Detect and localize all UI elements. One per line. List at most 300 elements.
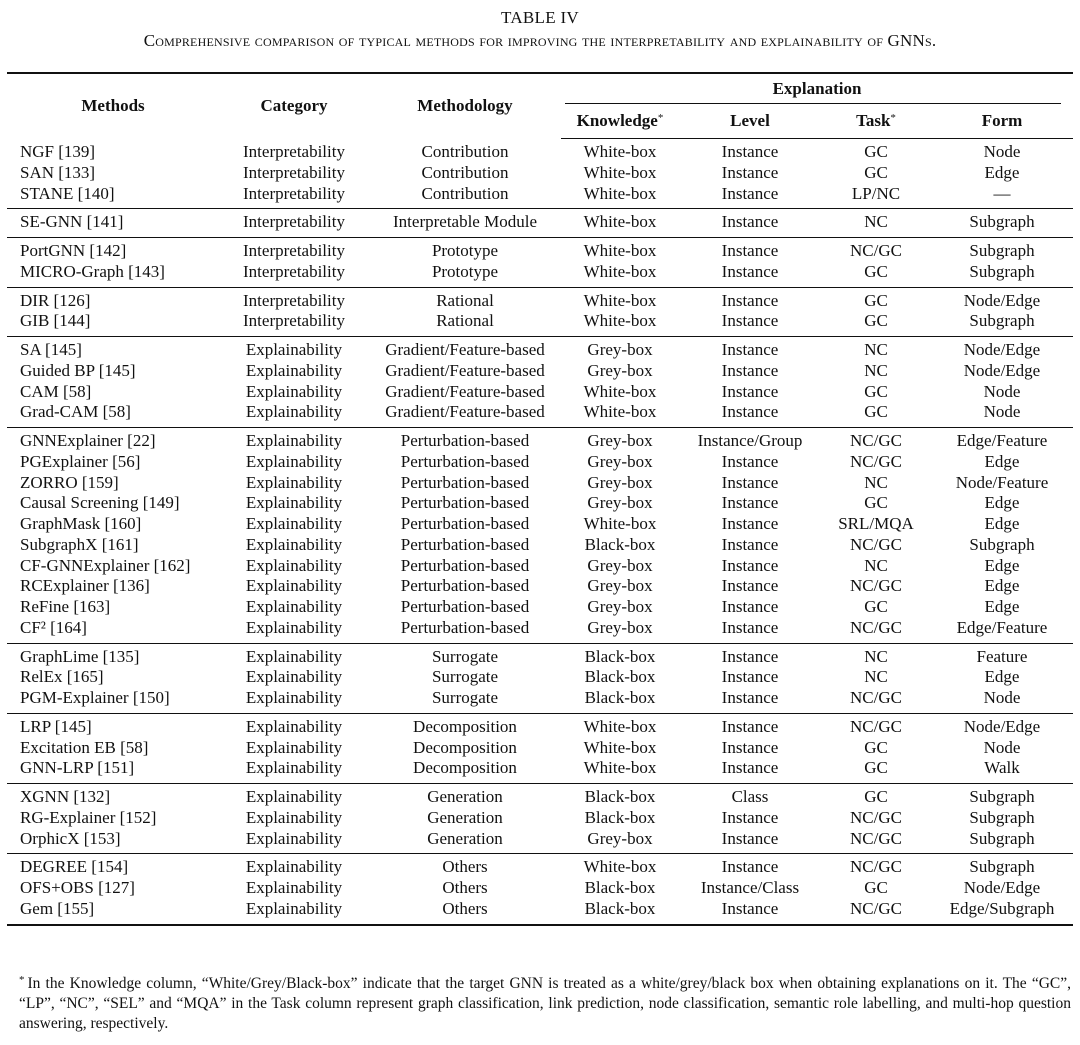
cell-task: NC <box>864 340 888 359</box>
cell-task: GC <box>864 261 888 281</box>
cell-knowledge: White-box <box>583 758 657 778</box>
cell-task: NC <box>864 646 888 666</box>
cell-form: Subgraph <box>969 311 1035 331</box>
cell-form: Subgraph <box>969 807 1035 827</box>
cell-task: GC <box>864 402 888 422</box>
table-row <box>7 262 1073 287</box>
cell-methodology: Perturbation-based <box>400 431 530 450</box>
table-row <box>7 337 1073 361</box>
cell-methodology: Contribution <box>421 183 509 203</box>
table-row <box>7 713 1073 737</box>
cell-task: GC <box>864 787 888 806</box>
cell-method: NGF [139] <box>20 141 96 161</box>
header-category: Category <box>219 73 369 139</box>
cell-form: Subgraph <box>969 787 1035 806</box>
cell-method: OrphicX [153] <box>20 828 121 848</box>
cell-knowledge: Grey-box <box>587 576 653 596</box>
table-footnote <box>19 974 1071 1034</box>
cell-form: Edge/Feature <box>956 431 1048 450</box>
cell-methodology: Perturbation-based <box>400 514 530 533</box>
cell-knowledge: White-box <box>583 737 657 757</box>
cell-method: SAN [133] <box>20 162 96 182</box>
cell-knowledge: White-box <box>583 514 657 533</box>
cell-form: Subgraph <box>969 212 1035 232</box>
cell-method: DIR [126] <box>20 290 91 310</box>
cell-knowledge: White-box <box>583 290 657 310</box>
cell-knowledge: Black-box <box>584 688 656 707</box>
cell-method: Grad-CAM [58] <box>20 402 131 422</box>
cell-knowledge: White-box <box>583 311 657 331</box>
comparison-table <box>7 72 1073 926</box>
cell-level: Instance <box>721 183 779 203</box>
cell-form: Node/Edge <box>963 290 1041 310</box>
cell-category: Interpretability <box>243 141 345 161</box>
cell-form: Node <box>983 142 1021 161</box>
cell-level: Instance <box>721 898 779 918</box>
table-row <box>7 688 1073 713</box>
cell-methodology: Perturbation-based <box>400 576 530 596</box>
cell-task: NC/GC <box>850 576 902 596</box>
table-row <box>7 758 1073 783</box>
cell-level: Instance/Group <box>697 431 803 450</box>
cell-method: PGM-Explainer [150] <box>20 688 170 707</box>
cell-method: RelEx [165] <box>20 667 104 687</box>
cell-method: ZORRO [159] <box>20 472 119 492</box>
cell-method: OFS+OBS [127] <box>20 878 135 897</box>
cell-task: GC <box>864 290 888 310</box>
cell-methodology: Prototype <box>431 241 499 260</box>
cell-task: NC/GC <box>850 688 902 707</box>
cell-task: GC <box>864 737 888 757</box>
cell-methodology: Perturbation-based <box>400 617 530 637</box>
cell-knowledge: Black-box <box>584 787 656 806</box>
cell-form: Edge/Subgraph <box>949 898 1055 918</box>
cell-level: Instance <box>721 381 779 401</box>
cell-category: Explainability <box>245 360 343 380</box>
table-row <box>7 618 1073 643</box>
row-group <box>7 238 1073 288</box>
cell-method: Gem [155] <box>20 898 95 918</box>
header-task <box>821 104 931 139</box>
cell-form: Edge <box>984 576 1020 596</box>
table-label: TABLE IV <box>501 8 579 27</box>
cell-category: Explainability <box>245 787 343 806</box>
row-group <box>7 209 1073 238</box>
cell-task: NC <box>864 555 888 575</box>
cell-method: GraphMask [160] <box>20 514 142 533</box>
cell-level: Instance <box>721 576 779 596</box>
cell-knowledge: Grey-box <box>587 472 653 492</box>
cell-knowledge: Grey-box <box>587 431 653 450</box>
cell-form: Edge <box>984 514 1020 533</box>
table-row <box>7 556 1073 577</box>
table-row <box>7 402 1073 427</box>
cell-form: Edge <box>984 555 1020 575</box>
cell-form: Feature <box>976 646 1028 666</box>
table-row <box>7 238 1073 262</box>
cell-method: RCExplainer [136] <box>20 576 150 596</box>
table-row <box>7 535 1073 556</box>
cell-form: Node/Edge <box>963 878 1041 897</box>
header-knowledge <box>561 104 679 139</box>
cell-task: NC/GC <box>850 241 902 260</box>
cell-knowledge: Black-box <box>584 667 656 687</box>
cell-level: Instance <box>721 472 779 492</box>
cell-form: Subgraph <box>969 241 1035 260</box>
cell-task: NC/GC <box>850 807 902 827</box>
cell-task: NC <box>864 472 888 492</box>
cell-knowledge: Grey-box <box>587 340 653 359</box>
cell-task: NC <box>864 360 888 380</box>
cell-level: Instance <box>721 555 779 575</box>
cell-level: Instance <box>721 261 779 281</box>
cell-category: Interpretability <box>243 261 345 281</box>
row-group <box>7 337 1073 428</box>
cell-category: Explainability <box>245 451 343 471</box>
table-row <box>7 139 1073 163</box>
cell-methodology: Surrogate <box>431 688 499 707</box>
cell-task: NC <box>864 667 888 687</box>
cell-knowledge: Black-box <box>584 878 656 897</box>
row-group <box>7 428 1073 644</box>
cell-level: Instance <box>721 493 779 513</box>
cell-level: Instance <box>721 402 779 422</box>
cell-category: Interpretability <box>243 183 345 203</box>
cell-level: Instance <box>721 534 779 554</box>
cell-level: Instance <box>721 451 779 471</box>
cell-method: Causal Screening [149] <box>20 493 180 513</box>
cell-methodology: Generation <box>427 787 503 806</box>
header-methods: Methods <box>7 73 219 139</box>
cell-knowledge: Grey-box <box>587 451 653 471</box>
cell-category: Explainability <box>245 514 343 533</box>
cell-form: Edge <box>984 162 1020 182</box>
cell-methodology: Surrogate <box>431 646 499 666</box>
cell-knowledge: Grey-box <box>587 360 653 380</box>
header-knowledge-note-mark: * <box>657 112 664 124</box>
cell-level: Instance <box>721 241 779 260</box>
cell-level: Instance <box>721 828 779 848</box>
cell-form: Edge <box>984 451 1020 471</box>
table-row <box>7 209 1073 238</box>
cell-form: Node <box>983 737 1021 757</box>
cell-knowledge: Grey-box <box>587 597 653 616</box>
cell-category: Interpretability <box>243 241 345 260</box>
cell-methodology: Contribution <box>421 162 509 182</box>
cell-form: Subgraph <box>969 828 1035 848</box>
row-group <box>7 287 1073 337</box>
cell-form: Edge <box>984 597 1020 616</box>
table-row <box>7 878 1073 899</box>
cell-level: Instance <box>721 340 779 359</box>
cell-task: GC <box>864 381 888 401</box>
cell-knowledge: Grey-box <box>587 617 653 637</box>
table-row <box>7 784 1073 808</box>
cell-level: Instance <box>721 688 779 707</box>
cell-form: Node/Edge <box>963 716 1041 736</box>
cell-category: Explainability <box>245 667 343 687</box>
cell-knowledge: White-box <box>583 162 657 182</box>
cell-method: CF² [164] <box>20 617 87 637</box>
header-methodology: Methodology <box>369 73 561 139</box>
cell-form: Node/Feature <box>955 472 1049 492</box>
cell-methodology: Gradient/Feature-based <box>385 360 545 380</box>
cell-form: Node <box>983 688 1021 707</box>
cell-level: Instance <box>721 646 779 666</box>
cell-methodology: Decomposition <box>413 716 517 736</box>
cell-knowledge: Black-box <box>584 534 656 554</box>
cell-method: RG-Explainer [152] <box>20 807 157 827</box>
cell-task: NC/GC <box>850 857 902 877</box>
cell-method: LRP [145] <box>20 716 92 736</box>
cell-form: Walk <box>984 758 1020 778</box>
cell-level: Instance <box>721 737 779 757</box>
row-group <box>7 784 1073 854</box>
cell-category: Interpretability <box>243 311 345 331</box>
cell-category: Explainability <box>245 857 343 877</box>
cell-knowledge: White-box <box>583 381 657 401</box>
table-row <box>7 493 1073 514</box>
cell-category: Explainability <box>245 646 343 666</box>
cell-methodology: Generation <box>427 807 503 827</box>
cell-level: Instance <box>721 360 779 380</box>
cell-methodology: Others <box>442 857 488 877</box>
cell-method: DEGREE [154] <box>20 857 129 877</box>
header-explanation-label: Explanation <box>772 79 862 98</box>
cell-level: Instance <box>721 514 779 533</box>
cell-task: NC/GC <box>850 451 902 471</box>
cell-method: CF-GNNExplainer [162] <box>20 555 191 575</box>
cell-task: GC <box>864 142 888 161</box>
cell-level: Instance <box>721 290 779 310</box>
cell-task: GC <box>864 162 888 182</box>
cell-category: Explainability <box>245 576 343 596</box>
cell-form: Subgraph <box>969 261 1035 281</box>
cell-methodology: Decomposition <box>413 758 517 778</box>
cell-knowledge: Grey-box <box>587 555 653 575</box>
cell-level: Instance/Class <box>700 878 800 897</box>
cell-knowledge: Black-box <box>584 807 656 827</box>
cell-category: Explainability <box>245 472 343 492</box>
cell-category: Explainability <box>245 898 343 918</box>
cell-category: Explainability <box>245 878 343 897</box>
table-row <box>7 829 1073 854</box>
cell-category: Interpretability <box>243 212 345 232</box>
cell-level: Instance <box>721 716 779 736</box>
cell-method: Excitation EB [58] <box>20 737 149 757</box>
cell-methodology: Others <box>442 878 488 897</box>
cell-method: PortGNN [142] <box>20 241 127 260</box>
cell-form: — <box>993 183 1011 203</box>
header-task-label: Task <box>856 111 891 130</box>
cell-level: Instance <box>721 142 779 161</box>
cell-methodology: Perturbation-based <box>400 451 530 471</box>
cell-methodology: Others <box>442 898 488 918</box>
cell-methodology: Perturbation-based <box>400 597 530 616</box>
cell-method: GraphLime [135] <box>20 646 140 666</box>
cell-form: Node/Edge <box>963 340 1041 359</box>
header-form: Form <box>931 104 1073 139</box>
table-row <box>7 514 1073 535</box>
cell-knowledge: Grey-box <box>587 493 653 513</box>
table-row <box>7 452 1073 473</box>
cell-method: PGExplainer [56] <box>20 451 141 471</box>
footnote-text: In the Knowledge column, “White/Grey/Black-box” indicate that the target GNN is treated as a white/grey/black box when obtaining explanations on it. The “GC”, “LP”, “NC”, “SEL” and “MQA” in the Task column represent graph classification, link prediction, node classification, semantic role labelling, and multi-hop question answering, respectively. <box>19 975 1071 1032</box>
cell-level: Instance <box>721 617 779 637</box>
cell-methodology: Perturbation-based <box>400 472 530 492</box>
row-group <box>7 854 1073 925</box>
cell-method: GIB [144] <box>20 311 91 331</box>
cell-methodology: Gradient/Feature-based <box>385 381 545 401</box>
cell-form: Edge <box>984 493 1020 513</box>
cell-task: SRL/MQA <box>838 514 914 533</box>
cell-methodology: Gradient/Feature-based <box>385 402 545 422</box>
cell-task: GC <box>864 597 888 616</box>
cell-category: Explainability <box>245 381 343 401</box>
cell-category: Explainability <box>245 737 343 757</box>
cell-methodology: Rational <box>436 311 494 331</box>
cell-knowledge: Black-box <box>584 646 656 666</box>
cell-form: Edge <box>984 667 1020 687</box>
cell-level: Instance <box>721 212 779 232</box>
cell-method: SubgraphX [161] <box>20 534 139 554</box>
cell-task: NC <box>864 212 888 232</box>
table-row <box>7 899 1073 925</box>
table-row <box>7 808 1073 829</box>
cell-methodology: Perturbation-based <box>400 534 530 554</box>
cell-methodology: Generation <box>427 828 503 848</box>
table-row <box>7 854 1073 878</box>
row-group <box>7 643 1073 713</box>
table-row <box>7 597 1073 618</box>
cell-methodology: Perturbation-based <box>400 555 530 575</box>
cell-method: STANE [140] <box>20 183 115 203</box>
cell-category: Explainability <box>245 688 343 707</box>
cell-method: ReFine [163] <box>20 597 111 616</box>
table-row <box>7 311 1073 336</box>
cell-category: Explainability <box>245 340 343 359</box>
cell-knowledge: Black-box <box>584 898 656 918</box>
table-row <box>7 287 1073 311</box>
cell-task: GC <box>864 311 888 331</box>
cell-task: LP/NC <box>851 183 901 203</box>
table-row <box>7 667 1073 688</box>
cell-method: SA [145] <box>20 340 82 359</box>
cell-task: NC/GC <box>850 431 902 450</box>
cell-level: Instance <box>721 667 779 687</box>
table-row <box>7 643 1073 667</box>
cell-level: Class <box>731 787 769 806</box>
cell-knowledge: White-box <box>583 183 657 203</box>
cell-level: Instance <box>721 597 779 616</box>
table-row <box>7 361 1073 382</box>
cell-level: Instance <box>721 758 779 778</box>
cell-task: GC <box>864 878 888 897</box>
table-caption: Comprehensive comparison of typical methods for improving the interpretability and explainability of GNNs. <box>143 31 937 50</box>
table-row <box>7 576 1073 597</box>
cell-level: Instance <box>721 857 779 877</box>
row-group <box>7 713 1073 783</box>
header-level: Level <box>679 104 821 139</box>
cell-knowledge: White-box <box>583 716 657 736</box>
table-row <box>7 473 1073 494</box>
cell-category: Explainability <box>245 555 343 575</box>
cell-form: Subgraph <box>969 534 1035 554</box>
cell-form: Node/Edge <box>963 360 1041 380</box>
header-explanation <box>561 73 1073 104</box>
table-row <box>7 163 1073 184</box>
cell-task: GC <box>864 493 888 513</box>
row-group <box>7 139 1073 209</box>
cell-form: Node <box>983 402 1021 422</box>
cell-category: Explainability <box>245 617 343 637</box>
cell-category: Interpretability <box>243 162 345 182</box>
cell-knowledge: White-box <box>583 212 657 232</box>
cell-method: XGNN [132] <box>20 787 111 806</box>
cell-methodology: Prototype <box>431 261 499 281</box>
cell-category: Interpretability <box>243 290 345 310</box>
table-row <box>7 428 1073 452</box>
cell-method: Guided BP [145] <box>20 360 136 380</box>
cell-form: Edge/Feature <box>956 617 1048 637</box>
cell-category: Explainability <box>245 402 343 422</box>
cell-category: Explainability <box>245 807 343 827</box>
footnote-mark: * <box>19 974 25 986</box>
cell-level: Instance <box>721 807 779 827</box>
cell-knowledge: White-box <box>583 857 657 877</box>
table-row <box>7 738 1073 759</box>
cell-methodology: Surrogate <box>431 667 499 687</box>
table-header <box>7 73 1073 139</box>
cell-task: NC/GC <box>850 617 902 637</box>
cell-methodology: Contribution <box>421 141 509 161</box>
cell-category: Explainability <box>245 758 343 778</box>
cell-methodology: Rational <box>436 290 494 310</box>
cell-knowledge: White-box <box>583 241 657 260</box>
cell-methodology: Interpretable Module <box>393 212 537 232</box>
cell-form: Subgraph <box>969 857 1035 877</box>
cell-task: NC/GC <box>850 828 902 848</box>
cell-form: Node <box>983 381 1021 401</box>
cell-task: NC/GC <box>850 716 902 736</box>
cell-task: NC/GC <box>850 534 902 554</box>
cell-methodology: Decomposition <box>413 737 517 757</box>
cell-category: Explainability <box>245 493 343 513</box>
cell-task: GC <box>864 758 888 778</box>
cell-method: MICRO-Graph [143] <box>20 261 165 281</box>
cell-task: NC/GC <box>850 898 902 918</box>
cell-level: Instance <box>721 311 779 331</box>
cell-level: Instance <box>721 162 779 182</box>
cell-category: Explainability <box>245 431 343 450</box>
cell-category: Explainability <box>245 716 343 736</box>
cell-knowledge: Grey-box <box>587 828 653 848</box>
cell-knowledge: White-box <box>583 261 657 281</box>
cell-method: SE-GNN [141] <box>20 212 124 232</box>
cell-category: Explainability <box>245 597 343 616</box>
cell-method: GNN-LRP [151] <box>20 758 135 778</box>
cell-knowledge: White-box <box>583 402 657 422</box>
cell-methodology: Perturbation-based <box>400 493 530 513</box>
header-knowledge-label: Knowledge <box>576 111 658 130</box>
header-task-note-mark: * <box>890 112 896 124</box>
cell-method: CAM [58] <box>20 381 92 401</box>
cell-knowledge: White-box <box>583 142 657 161</box>
cell-category: Explainability <box>245 534 343 554</box>
cell-category: Explainability <box>245 828 343 848</box>
cell-method: GNNExplainer [22] <box>20 431 156 450</box>
cell-methodology: Gradient/Feature-based <box>385 340 545 359</box>
